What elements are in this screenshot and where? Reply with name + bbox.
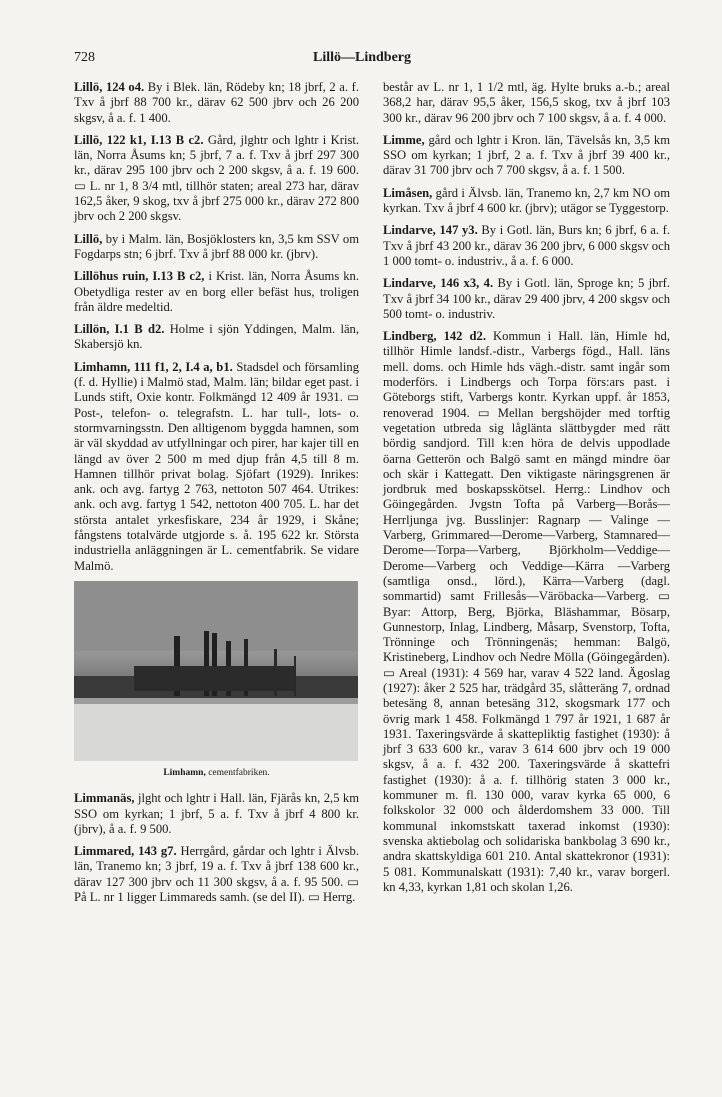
entry-text: by i Malm. län, Bosjöklosters kn, 3,5 km SSV om Fogdarps stn; 6 jbrf. Txv å jbrf 88 000 kr. (jbrv).	[74, 231, 359, 261]
entry-text: Kommun i Hall. län, Himle hd, tillhör Himle landsf.-distr., Varbergs fögd., Hall. läns mell. doms. och Himle hds vägh.-distr. samt ingår som moderförs. i Lindbergs och Torpa förs:ars past. i Göteborgs stift, Varbergs kontr. Kyrkan uppf. år 1853, renoverad 1904. ▭ Mellan bergshöjder med torftig vegetation utbreda sig låglänta slättbygder med rätt bördig sandjord. Till k:en höra de delvis uppodlade öarna Getterön och Balgö samt en mängd mindre öar och skär i Kattegatt. Den viktigaste näringsgrenen är jordbruk med boskapsskötsel. Herrg.: Lindhov och Göingegården. Jvgstn Tofta på Varberg—Borås—Herrljunga jvg. Busslinjer: Ragnarp — Valinge — Varberg, Grimmared—Derome—Varberg, Stamnared—Derome—Torpa—Varberg, Björkholm—Veddige—Derome—Varberg och Veddige—Kärra —Varberg (samtliga onsd., lörd.), Kärra—Varberg (dagl. sommartid) samt Frillesås—Väröbacka—Varberg. ▭ Byar: Attorp, Berg, Björka, Bläshammar, Bösarp, Gunnestorp, Inlag, Lindberg, Måsarp, Svenstorp, Tofta, Trönninge och Trönningenäs; hemman: Balgö, Kristineberg, Lindhov och Nedre Mölla (Göingegården). ▭ Areal (1931): 4 569 har, varav 4 522 land. Ägoslag (1927): åker 2 525 har, trädgård 35, slåtteräng 7, ordnad betesäng 8, annan betesäng 312, skogsmark 177 och övrig mark 1 458. Folkmängd 1 797 år 1921, 1 687 år 1931. Taxeringsvärde å skattepliktig fastighet (1930): å jbrf 3 633 600 kr., varav 3 614 600 jbrv och 19 000 skgsv, å a. f. 432 200. Taxeringsvärde å skattefri fastighet (1930): å a. f. tillhörig staten 3 000 kr., kommuner m. fl. 130 000, varav kyrka 65 000, 6 folkskolor 32 000 och ålderdomshem 33 000. Till kommunal inkomstskatt taxerad inkomst (1930): svenska aktiebolag och solidariska bankbolag 3 690 kr., andra skattskyldiga 601 210. Antal skattekronor (1931): 5 081. Kommunalskatt (1931): 7,40 kr., varav borgerl. kn 4,33, kyrkan 1,81 och skolan 1,26.	[383, 329, 670, 894]
dictionary-entry	[74, 322, 359, 353]
dictionary-entry	[383, 329, 670, 895]
entry-headword: Limmanäs,	[74, 791, 135, 806]
entry-text: i Krist. län, Norra Åsums kn. Obetydliga rester av en borg eller befäst hus, troligen från äldre medeltid.	[74, 269, 359, 314]
entry-headword: Lindarve, 147 y3.	[383, 223, 478, 238]
dictionary-entry	[383, 133, 670, 179]
entry-text: By i Blek. län, Rödeby kn; 18 jbrf, 2 a. f. Txv å jbrf 88 700 kr., därav 62 500 jbrv och 26 200 skgsv, å a. f. 1 400.	[74, 80, 359, 125]
running-head: Lillö—Lindberg	[312, 50, 412, 65]
entry-text: Gård, jlghtr och lghtr i Krist. län, Norra Åsums kn; 5 jbrf, 7 a. f. Txv å jbrf 297 300 kr., därav 295 100 jbrv och 2 200 skgsv, å a. f. 19 600. ▭ L. nr 1, 8 3/4 mtl, tillhör staten; areal 273 har, därav 162,5 åker, 9 skog, txv å jbrf 275 000 kr., därav 272 800 jbrv och 2 200 skgsv.	[74, 132, 359, 224]
dictionary-entry	[383, 276, 670, 322]
entry-headword: Lillö, 124 o4.	[74, 80, 145, 94]
right-column	[383, 80, 670, 902]
dictionary-entry	[74, 232, 359, 263]
entry-headword: Lillö,	[74, 231, 103, 246]
dictionary-entry	[74, 133, 359, 225]
entry-headword: Limmared, 143 g7.	[74, 844, 177, 859]
entry-text: By i Gotl. län, Sproge kn; 5 jbrf. Txv å jbrf 34 100 kr., därav 29 400 jbrv, 4 200 skgsv och 500 tomt- o. industriv.	[383, 276, 671, 321]
caption-bold: Limhamn,	[163, 767, 206, 778]
entry-text: består av L. nr 1, 1 1/2 mtl, äg. Hylte bruks a.-b.; areal 368,2 har, därav 95,5 åker, 156,5 skog, txv å jbrf 103 300 kr., därav 96 200 jbrv och 7 100 skgsv, å a. f. 4 000.	[383, 80, 670, 125]
dictionary-entry	[74, 844, 359, 905]
reflection	[74, 698, 358, 704]
entry-text: Holme i sjön Yddingen, Malm. län, Skabersjö kn.	[74, 322, 359, 352]
entry-text: gård och lghtr i Kron. län, Tävelsås kn, 3,5 km SSO om kyrkan; 1 jbrf, 2 a. f. Txv å jbrf 39 400 kr., därav 31 700 jbrv och 7 700 skgsv, å a. f. 1 500.	[383, 132, 670, 178]
entry-headword: Lindarve, 146 x3, 4.	[383, 276, 494, 291]
dictionary-entry	[383, 223, 670, 269]
dictionary-entry	[383, 80, 670, 126]
entry-text: Herrgård, gårdar och lghtr i Älvsb. län, Tranemo kn; 3 jbrf, 19 a. f. Txv å jbrf 138 600 kr., därav 127 300 jbrv och 11 300 skgsv, å a. f. 95 500. ▭ På L. nr 1 ligger Limmareds samh. (se del II). ▭ Herrg.	[74, 844, 359, 904]
left-column	[74, 80, 359, 912]
page-number: 728	[74, 50, 95, 65]
entry-text: Stadsdel och församling (f. d. Hyllie) i Malmö stad, Malm. län; bildar eget past. i Lunds stift, Oxie kontr. Folkmängd 12 409 år 1931. ▭ Post-, telefon- o. telegrafstn. L. har tull-, lots- o. stormvarningsstn. Den alltigenom byggda hamnen, som är väl skyddad av utfyllningar och pirer, har kajer till en längd av över 2 500 m med djup från 4,5 till 8 m. Hamnen tillhör privat bolag. Sjöfart (1929). Inrikes: ank. och avg. fartyg 2 763, nettoton 507 464. Utrikes: ank. och avg. fartyg 1 542, nettoton 400 705. L. har det största antalet yrkesfiskare, 234 år 1929, i Skåne; fångstens totalvärde utgjorde s. å. 195 622 kr. Största industriella anläggningen är L. cementfabrik. Se vidare Malmö.	[74, 359, 359, 573]
entry-headword: Lillön, I.1 B d2.	[74, 322, 165, 337]
entry-text: jlght och lghtr i Hall. län, Fjärås kn, 2,5 km SSO om kyrkan; 1 jbrf, 5 a. f. Txv å jbrf 4 800 kr. (jbrv), å a. f. 9 500.	[74, 791, 359, 836]
water	[74, 698, 358, 761]
photo-caption	[74, 766, 359, 781]
dictionary-entry	[74, 269, 359, 315]
entry-headword: Limme,	[383, 132, 425, 147]
caption-rest: cementfabriken.	[205, 767, 270, 778]
entry-text: By i Gotl. län, Burs kn; 6 jbrf, 6 a. f. Txv å jbrf 43 200 kr., därav 36 200 jbrv, 6 000 skgsv och 1 000 tomt- o. industriv., å a. f. 6 000.	[383, 223, 670, 268]
entry-text: gård i Älvsb. län, Tranemo kn, 2,7 km NO om kyrkan. Txv å jbrf 4 600 kr. (jbrv); utägor se Tyggestorp.	[383, 185, 670, 216]
dictionary-entry	[74, 791, 359, 837]
entry-headword: Lillö, 122 k1, I.13 B c2.	[74, 132, 204, 147]
entry-headword: Limåsen,	[383, 185, 433, 200]
mast	[294, 656, 296, 696]
dictionary-entry	[74, 80, 359, 126]
factory-buildings	[134, 666, 294, 691]
dictionary-entry	[383, 186, 670, 217]
limhamn-cement-factory-photo	[74, 581, 358, 761]
entry-headword: Lillöhus ruin, I.13 B c2,	[74, 269, 205, 284]
page-header	[74, 50, 650, 72]
entry-headword: Limhamn, 111 f1, 2, I.4 a, b1.	[74, 359, 233, 374]
factory-illustration	[74, 581, 358, 761]
entry-headword: Lindberg, 142 d2.	[383, 329, 486, 344]
dictionary-entry	[74, 360, 359, 574]
